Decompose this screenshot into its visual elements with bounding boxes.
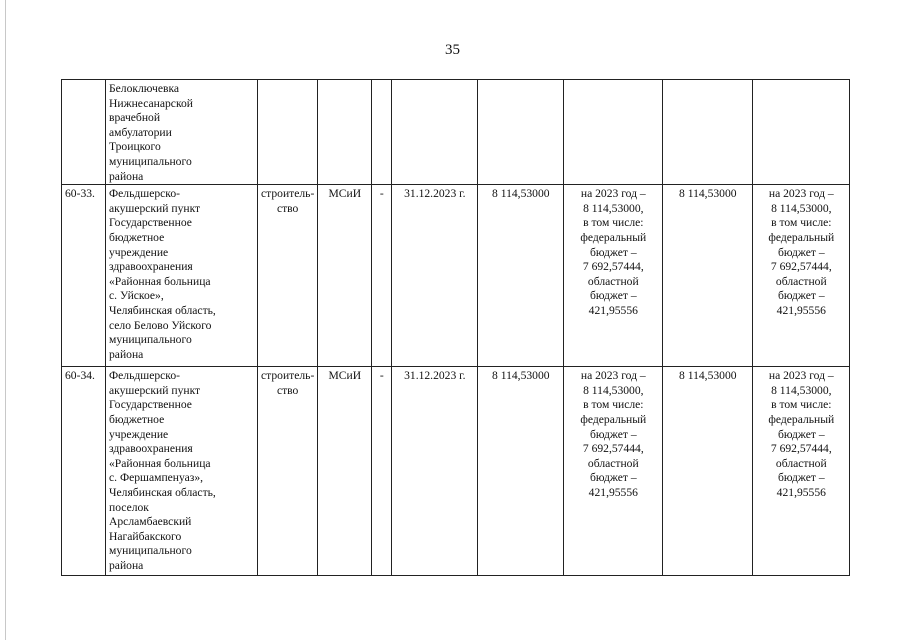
- work-type-cell: [258, 80, 318, 185]
- table-row: [62, 80, 850, 185]
- dash-cell: -: [372, 185, 392, 367]
- financing-cell: на 2023 год – 8 114,53000, в том числе: федеральный бюджет – 7 692,57444, областной бюджет – 421,95556: [564, 367, 663, 576]
- page-edge-line: [5, 0, 6, 640]
- financing-total-cell: на 2023 год – 8 114,53000, в том числе: федеральный бюджет – 7 692,57444, областной бюджет – 421,95556: [753, 185, 850, 367]
- amount-cell: 8 114,53000: [663, 185, 753, 367]
- object-name-cell: Фельдшерско- акушерский пункт Государственное бюджетное учреждение здравоохранения «Районная больница с. Уйское», Челябинская область, село Белово Уйского муниципального района: [106, 185, 258, 367]
- financing-total-cell: [753, 80, 850, 185]
- ministry-cell: [318, 80, 372, 185]
- financing-cell: на 2023 год – 8 114,53000, в том числе: федеральный бюджет – 7 692,57444, областной бюджет – 421,95556: [564, 185, 663, 367]
- ministry-cell: МСиИ: [318, 367, 372, 576]
- deadline-cell: 31.12.2023 г.: [392, 185, 478, 367]
- deadline-cell: [392, 80, 478, 185]
- amount-cell: 8 114,53000: [663, 367, 753, 576]
- estimated-cost-cell: 8 114,53000: [478, 185, 564, 367]
- estimated-cost-cell: 8 114,53000: [478, 367, 564, 576]
- page-number: 35: [445, 42, 460, 58]
- deadline-cell: 31.12.2023 г.: [392, 367, 478, 576]
- data-table: [61, 79, 850, 576]
- row-number-cell: 60-33.: [62, 185, 106, 367]
- dash-cell: -: [372, 367, 392, 576]
- amount-cell: [663, 80, 753, 185]
- table-row: [62, 367, 850, 576]
- dash-cell: [372, 80, 392, 185]
- row-number-cell: [62, 80, 106, 185]
- row-number-cell: 60-34.: [62, 367, 106, 576]
- object-name-cell: Фельдшерско- акушерский пункт Государственное бюджетное учреждение здравоохранения «Районная больница с. Фершампенуаз», Челябинская область, поселок Арсламбаевский Нагайбакского муниципального района: [106, 367, 258, 576]
- object-name-cell: Белоключевка Нижнесанарской врачебной амбулатории Троицкого муниципального района: [106, 80, 258, 185]
- financing-cell: [564, 80, 663, 185]
- ministry-cell: МСиИ: [318, 185, 372, 367]
- table-row: [62, 185, 850, 367]
- estimated-cost-cell: [478, 80, 564, 185]
- work-type-cell: строитель- ство: [258, 367, 318, 576]
- financing-total-cell: на 2023 год – 8 114,53000, в том числе: федеральный бюджет – 7 692,57444, областной бюджет – 421,95556: [753, 367, 850, 576]
- work-type-cell: строитель- ство: [258, 185, 318, 367]
